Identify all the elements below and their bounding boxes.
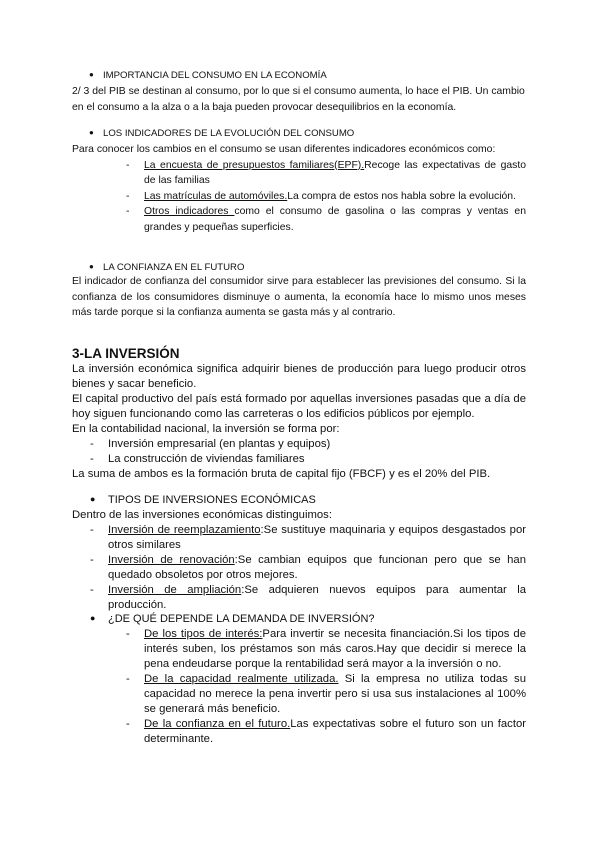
list-item-text: Las expectativas sobre el futuro son un factor determinante. xyxy=(144,718,527,745)
bullet-icon: ● xyxy=(90,613,96,623)
section-6-body xyxy=(72,627,526,747)
indicator-list xyxy=(72,158,526,236)
section-heading xyxy=(72,494,526,506)
dash-marker: - xyxy=(126,190,130,202)
section-tipos xyxy=(72,494,526,506)
list-item xyxy=(72,717,526,747)
heading-text: LOS INDICADORES DE LA EVOLUCIÓN DEL CONSUMO xyxy=(103,128,355,139)
paragraph: Dentro de las inversiones económicas distinguimos: xyxy=(72,509,332,521)
list-item xyxy=(72,452,526,467)
list-item-term: De los tipos de interés: xyxy=(144,628,263,640)
section-3-body xyxy=(72,274,526,321)
bullet-icon: ● xyxy=(89,70,94,79)
list-item xyxy=(72,553,526,583)
section-heading xyxy=(72,70,526,81)
list-item xyxy=(72,583,526,613)
list-item-term: La encuesta de presupuestos familiares(EPF). xyxy=(144,159,365,171)
paragraph: En la contabilidad nacional, la inversión se forma por: xyxy=(72,423,340,435)
section-1-body xyxy=(72,84,526,115)
section-title: 3-LA INVERSIÓN xyxy=(72,346,180,361)
section-5-body xyxy=(72,508,526,613)
list-item-term: De la confianza en el futuro. xyxy=(144,718,291,730)
list-item-term: Inversión de renovación xyxy=(108,554,235,566)
section-2-body xyxy=(72,142,526,236)
dash-marker: - xyxy=(90,554,94,566)
dash-marker: - xyxy=(126,628,130,640)
section-inversion xyxy=(72,346,526,362)
paragraph: El indicador de confianza del consumidor sirve para establecer las previsiones del consumo. Si la confianza de los consumidores disminuye o aumenta, la economía hace lo mismo unos meses más tarde porque si la confianza aumenta se gasta más y al contrario. xyxy=(72,276,526,319)
demanda-list xyxy=(72,627,526,747)
paragraph: La suma de ambos es la formación bruta de capital fijo (FBCF) y es el 20% del PIB. xyxy=(72,468,491,480)
list-item-text: La construcción de viviendas familiares xyxy=(108,453,305,465)
list-item xyxy=(72,672,526,717)
list-item-term: Inversión de reemplazamiento xyxy=(108,524,261,536)
dash-marker: - xyxy=(90,453,94,465)
list-item xyxy=(72,437,526,452)
list-item-term: Las matrículas de automóviles. xyxy=(144,190,288,202)
section-demanda xyxy=(72,613,526,625)
list-item-text: La compra de estos nos habla sobre la evolución. xyxy=(287,190,516,202)
dash-marker: - xyxy=(90,524,94,536)
inversion-list xyxy=(72,437,526,467)
paragraph: Para conocer los cambios en el consumo se usan diferentes indicadores económicos como: xyxy=(72,144,496,155)
dash-marker: - xyxy=(126,159,130,171)
heading-text: LA CONFIANZA EN EL FUTURO xyxy=(103,262,245,273)
paragraph: 2/ 3 del PIB se destinan al consumo, por lo que si el consumo aumenta, lo hace el PIB. Un cambio en el consumo a la alza o a la baja pueden provocar desequilibrios en la economía. xyxy=(72,86,525,113)
dash-marker: - xyxy=(126,718,130,730)
list-item xyxy=(72,204,526,235)
list-item-text: Inversión empresarial (en plantas y equipos) xyxy=(108,438,331,450)
dash-marker: - xyxy=(126,673,130,685)
bullet-icon: ● xyxy=(90,494,96,504)
list-item xyxy=(72,158,526,189)
dash-marker: - xyxy=(90,438,94,450)
paragraph: El capital productivo del país está formado por aquellas inversiones pasadas que a día de hoy siguen funcionando como las carreteras o los edificios públicos por ejemplo. xyxy=(72,393,526,420)
list-item-text: Para invertir se necesita financiación.Si los tipos de interés suben, los préstamos son más caros.Hay que decidir si merece la pena endeudarse porque la rentabilidad será mayor a la inversión o no. xyxy=(144,628,526,670)
list-item-text: :Se cambian equipos que funcionan pero que se han quedado obsoletos por otros mejores. xyxy=(108,554,526,581)
list-item xyxy=(72,523,526,553)
tipos-list xyxy=(72,523,526,613)
list-item-text: :Se adquieren nuevos equipos para aumentar la producción. xyxy=(108,584,526,611)
bullet-icon: ● xyxy=(89,262,94,271)
bullet-icon: ● xyxy=(89,128,94,137)
heading-text: ¿DE QUÉ DEPENDE LA DEMANDA DE INVERSIÓN? xyxy=(108,613,375,625)
section-heading xyxy=(72,262,526,273)
list-item-text: como el consumo de gasolina o las compras y ventas en grandes y pequeñas superficies. xyxy=(144,206,526,233)
list-item xyxy=(72,189,526,205)
section-indicadores xyxy=(72,128,526,139)
paragraph: La inversión económica significa adquirir bienes de producción para luego producir otros bienes y sacar beneficio. xyxy=(72,363,526,390)
list-item-term: Inversión de ampliación xyxy=(108,584,242,596)
section-heading xyxy=(72,613,526,625)
section-4-body xyxy=(72,362,526,482)
dash-marker: - xyxy=(90,584,94,596)
list-item-term: Otros indicadores xyxy=(144,206,235,218)
list-item-text: Si la empresa no utiliza todas su capacidad no merece la pena invertir pero si usa sus instalaciones al 100% se generará más beneficio. xyxy=(144,673,526,715)
section-consumo-importancia xyxy=(72,70,526,81)
list-item xyxy=(72,627,526,672)
list-item-text: :Se sustituye maquinaria y equipos desgastados por otros similares xyxy=(108,524,526,551)
section-confianza xyxy=(72,262,526,273)
heading-text: IMPORTANCIA DEL CONSUMO EN LA ECONOMÍA xyxy=(103,70,327,81)
section-heading xyxy=(72,128,526,139)
heading-text: TIPOS DE INVERSIONES ECONÓMICAS xyxy=(108,494,316,506)
list-item-text: Recoge las expectativas de gasto de las familias xyxy=(144,159,526,187)
list-item-term: De la capacidad realmente utilizada. xyxy=(144,673,339,685)
dash-marker: - xyxy=(126,206,130,218)
